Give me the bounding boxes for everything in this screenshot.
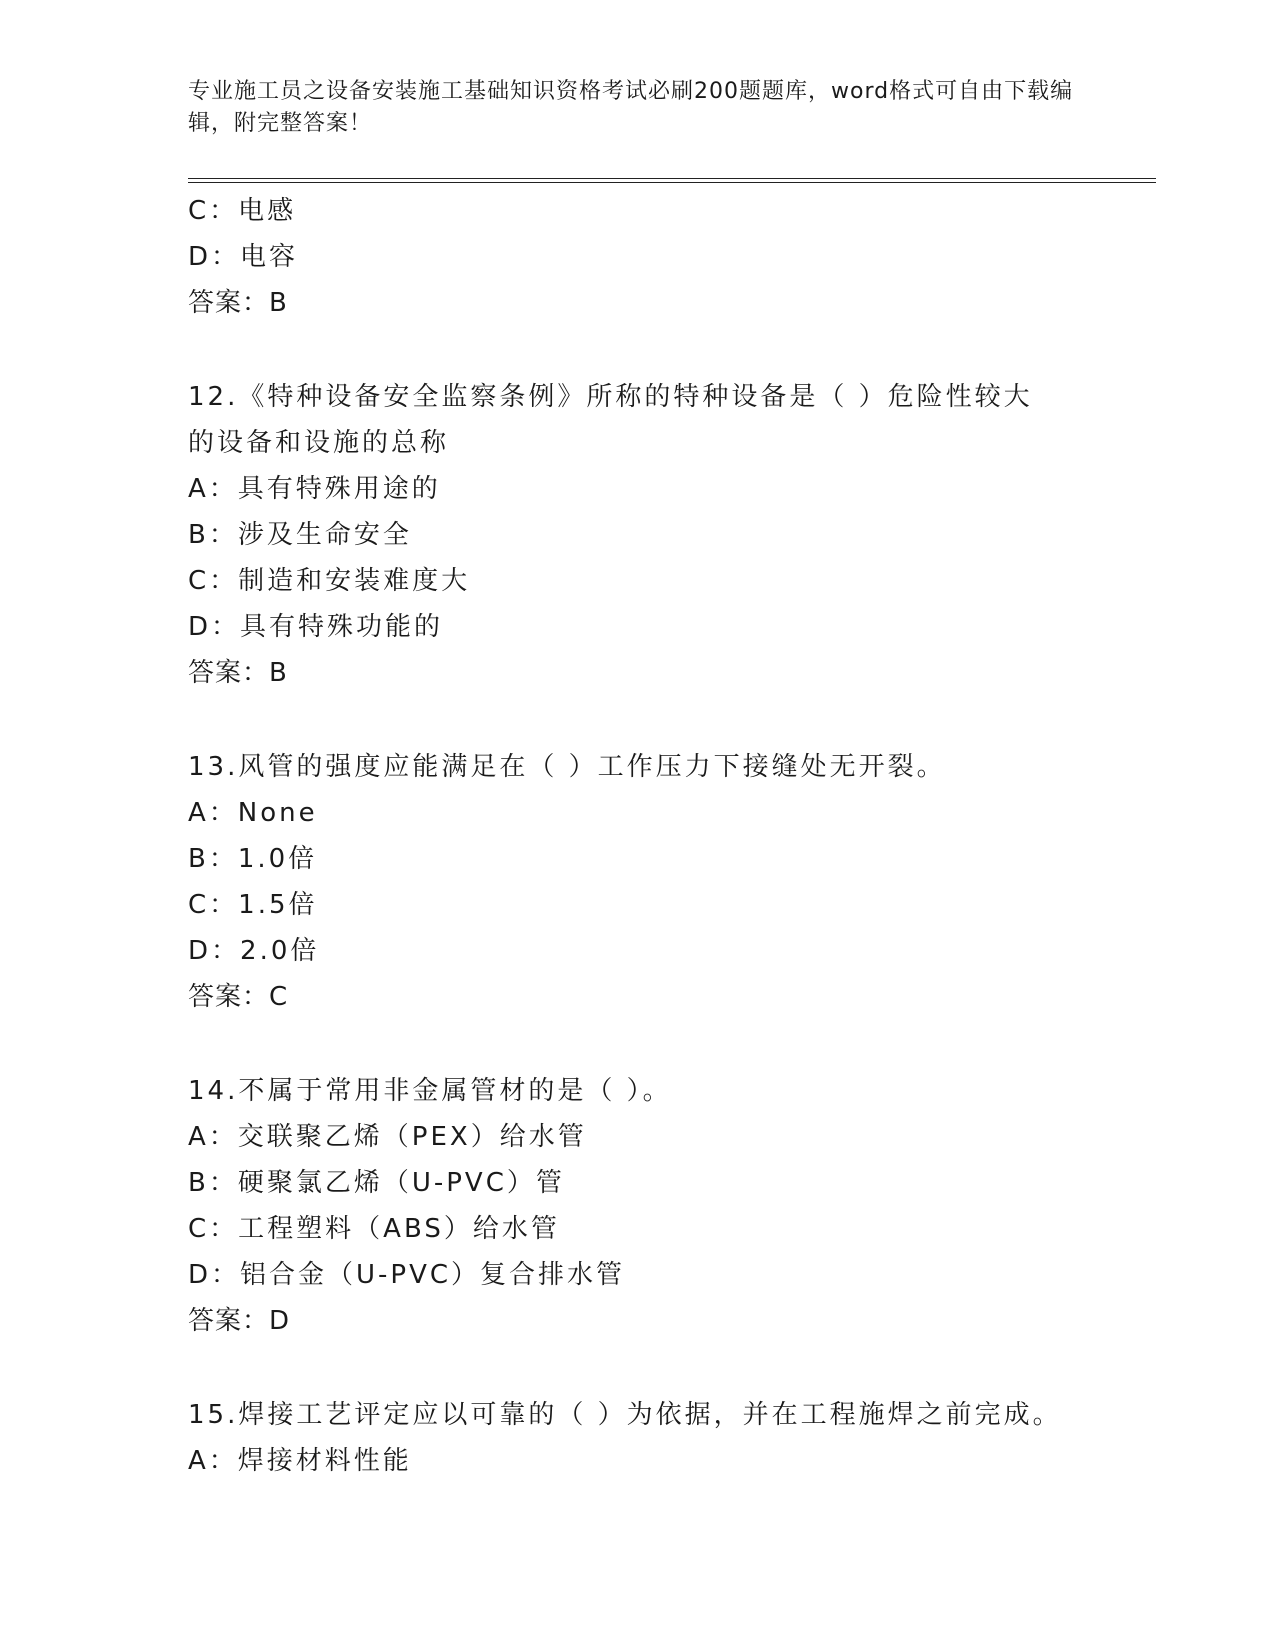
option-c: C：电感	[188, 196, 297, 226]
question-12	[188, 374, 1088, 696]
document-header	[188, 76, 1088, 140]
question-content	[188, 188, 1088, 1484]
option-b: B：硬聚氯乙烯（U-PVC）管	[188, 1168, 565, 1198]
question-14	[188, 1068, 1088, 1344]
option-a: A：交联聚乙烯（PEX）给水管	[188, 1122, 587, 1152]
question-text: 13.风管的强度应能满足在（ ）工作压力下接缝处无开裂。	[188, 752, 946, 782]
spacer	[188, 326, 1088, 374]
option-c: C：1.5倍	[188, 890, 318, 920]
option-d: D：具有特殊功能的	[188, 612, 444, 642]
option-c: C：制造和安装难度大	[188, 566, 471, 596]
option-b: B：涉及生命安全	[188, 520, 412, 550]
spacer	[188, 696, 1088, 744]
option-d: D：铝合金（U-PVC）复合排水管	[188, 1260, 626, 1290]
question-text: 12.《特种设备安全监察条例》所称的特种设备是（ ）危险性较大的设备和设施的总称	[188, 382, 1033, 458]
option-c: C：工程塑料（ABS）给水管	[188, 1214, 560, 1244]
answer-line: 答案：C	[188, 982, 289, 1012]
answer-line: 答案：B	[188, 658, 288, 688]
header-divider-bottom	[188, 182, 1156, 183]
spacer	[188, 1344, 1088, 1392]
option-a: A：None	[188, 798, 318, 828]
question-text: 14.不属于常用非金属管材的是（ ）。	[188, 1076, 672, 1106]
question-15	[188, 1392, 1088, 1484]
spacer	[188, 1020, 1088, 1068]
header-divider-top	[188, 178, 1156, 179]
option-b: B：1.0倍	[188, 844, 318, 874]
answer-line: 答案：B	[188, 288, 288, 318]
answer-line: 答案：D	[188, 1306, 291, 1336]
option-d: D：2.0倍	[188, 936, 320, 966]
option-d: D：电容	[188, 242, 299, 272]
prev-question-block	[188, 188, 1088, 326]
option-a: A：焊接材料性能	[188, 1446, 412, 1476]
document-title: 专业施工员之设备安装施工基础知识资格考试必刷200题题库，word格式可自由下载编辑，附完整答案！	[188, 79, 1074, 136]
question-13	[188, 744, 1088, 1020]
question-text: 15.焊接工艺评定应以可靠的（ ）为依据，并在工程施焊之前完成。	[188, 1400, 1062, 1430]
option-a: A：具有特殊用途的	[188, 474, 441, 504]
